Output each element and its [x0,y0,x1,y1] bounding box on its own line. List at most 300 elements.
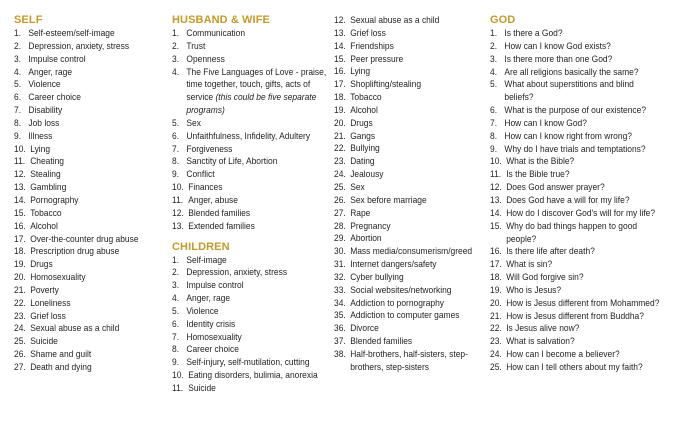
item-text: What is salvation? [506,335,575,347]
list-item [334,78,469,91]
item-number: 15. [334,52,346,64]
item-number: 32. [334,270,346,282]
list-item [334,104,469,117]
item-number: 37. [334,335,346,347]
list-item [14,245,149,258]
item-number: 33. [334,283,346,295]
list-item [334,207,469,220]
item-number: 9. [172,168,180,180]
item-text: How can I know right from wrong? [504,129,632,141]
list-item [334,53,469,66]
item-text: Jealousy [350,168,384,180]
item-text: Job loss [28,116,60,128]
item-number: 13. [334,26,346,38]
item-text: Unfaithfulness, Infidelity, Adultery [186,129,311,141]
list-item [490,361,657,374]
list-item [14,143,149,156]
list-item [490,258,657,271]
list-item [334,284,469,297]
item-text: Impulse control [28,52,86,64]
item-text: Is there life after death? [506,245,595,257]
list-item [14,91,149,104]
list-item [334,322,469,335]
item-text: Extended families [188,219,255,231]
item-number: 22. [14,296,26,308]
list-item [490,66,657,79]
item-number: 3. [172,279,180,291]
item-text: Is there a God? [504,27,563,38]
list-item [334,155,469,168]
list-item [490,104,657,117]
item-number: 14. [490,206,502,218]
item-text: Shoplifting/stealing [350,78,422,90]
list-item [14,117,149,130]
list-item [172,130,318,143]
list-item [14,233,149,246]
item-number: 27. [14,360,26,372]
list-item [14,194,149,207]
item-text: Alcohol [350,103,378,115]
item-text: Does God answer prayer? [506,181,605,193]
list-item [14,335,149,348]
item-text: Is Jesus alive now? [506,322,580,334]
item-number: 13. [490,193,502,205]
list-item [14,53,149,66]
item-number: 8. [490,129,498,141]
item-text: What is the Bible? [506,155,575,167]
list-item [172,331,318,344]
item-number: 5. [172,304,180,316]
item-number: 25. [334,180,346,192]
item-number: 17. [490,258,502,270]
item-text: How can I tell others about my faith? [506,360,643,372]
item-text: Loneliness [30,296,71,308]
list-item [334,181,469,194]
item-text: How can I know God? [504,116,587,128]
item-text: Suicide [30,335,58,347]
item-text: Sex [186,116,201,128]
item-number: 12. [490,181,502,193]
item-text: Sexual abuse as a child [350,14,440,25]
item-text: Lying [350,65,371,77]
section-heading-god: GOD [490,14,516,26]
list-item [14,155,149,168]
item-text: Death and dying [30,360,92,372]
item-text: What is the purpose of our existence? [504,104,647,116]
item-text: Finances [188,181,223,193]
item-number: 27. [334,206,346,218]
item-number: 11. [490,168,502,180]
list-item [334,271,469,284]
list-item [14,78,149,91]
list-item [334,245,473,258]
list-item [172,143,318,156]
list-item [334,65,469,78]
item-text: Is there more than one God? [504,52,613,64]
item-number: 20. [490,296,502,308]
item-text: Addiction to pornography [350,296,445,308]
item-text: Poverty [30,283,59,295]
item-text: Pregnancy [350,219,391,231]
item-text: How can I become a believer? [506,348,620,360]
item-text: Anger, abuse [188,193,238,205]
list-item [490,143,657,156]
topic-list [172,254,334,395]
item-text: Forgiveness [186,142,233,154]
item-text: Prescription drug abuse [30,245,120,257]
item-number: 11. [172,381,184,393]
item-number: 13. [14,181,26,193]
item-text: Peer pressure [350,52,404,64]
item-number: 14. [14,193,26,205]
item-text: Violence [28,78,61,90]
section-heading-self: SELF [14,14,43,26]
list-item [172,207,318,220]
list-item [14,258,149,271]
list-item [490,322,657,335]
item-number: 16. [334,65,346,77]
item-number: 3. [14,52,22,64]
list-item [14,168,149,181]
item-number: 9. [490,142,498,154]
item-text: Over-the-counter drug abuse [30,232,139,244]
list-item [334,194,469,207]
item-text: Friendships [350,39,394,51]
list-item [172,266,318,279]
item-number: 23. [490,335,502,347]
list-item [14,297,149,310]
list-item [172,40,318,53]
list-item [172,155,318,168]
item-number: 21. [14,283,26,295]
item-number: 12. [14,168,26,180]
item-text: Social websites/networking [350,283,452,295]
item-number: 30. [334,245,346,257]
item-text: How do I discover God's will for my life? [506,206,656,218]
item-text: Will God forgive sin? [506,271,584,283]
list-item [172,343,318,356]
list-item [14,271,149,284]
list-item [172,279,318,292]
item-number: 5. [172,116,180,128]
topic-list [490,27,676,374]
item-text: Blended families [350,335,413,347]
list-item [490,181,657,194]
item-text: Self-injury, self-mutilation, cutting [186,356,310,368]
list-item [14,348,149,361]
list-item [490,117,657,130]
item-number: 36. [334,322,346,334]
item-number: 10. [172,181,184,193]
list-item [334,348,485,374]
item-text: Cheating [30,155,64,167]
item-text: Eating disorders, bulimia, anorexia [188,369,318,381]
item-number: 10. [14,142,26,154]
item-number: 9. [14,129,22,141]
item-number: 25. [490,360,502,372]
list-item [334,232,469,245]
item-text: Disability [28,104,63,116]
item-text: Impulse control [186,279,244,291]
item-number: 17. [334,78,346,90]
item-text: Bullying [350,142,380,154]
item-text: Sex [350,180,365,192]
item-number: 35. [334,309,346,321]
item-text: Alcohol [30,219,58,231]
list-item [490,168,657,181]
list-item [172,27,318,40]
list-item [14,27,149,40]
item-number: 1. [14,27,22,38]
list-item [490,194,657,207]
item-text: Does God have a will for my life? [506,193,630,205]
item-number: 14. [334,39,346,51]
item-text: Addiction to computer games [350,309,460,321]
item-number: 8. [172,343,180,355]
item-text: Sexual abuse as a child [30,322,120,334]
topic-list [14,27,164,374]
item-number: 2. [14,39,22,51]
item-number: 23. [14,309,26,321]
item-text: How is Jesus different from Mohammed? [506,296,660,308]
column-husband-wife-children [172,14,334,395]
list-item [172,292,318,305]
item-number: 11. [14,155,26,167]
item-number: 7. [14,104,22,116]
item-number: 16. [490,245,502,257]
item-number: 19. [14,258,26,270]
item-text: Pornography [30,193,79,205]
list-item [14,104,149,117]
item-number: 6. [14,91,22,103]
list-item [172,318,318,331]
list-item [334,91,469,104]
list-item [172,168,318,181]
item-number: 2. [490,39,498,51]
list-item [490,40,657,53]
item-number: 12. [172,206,184,218]
item-text: Anger, rage [28,65,73,77]
item-number: 1. [172,27,180,38]
item-text: Mass media/consumerism/greed [350,245,473,257]
item-number: 21. [490,309,502,321]
item-number: 1. [172,253,180,265]
item-number: 11. [172,193,184,205]
list-item [14,207,149,220]
item-text: Openness [186,52,225,64]
item-text: Shame and guilt [30,348,92,360]
topic-list [172,27,334,233]
item-text: Illness [28,129,53,141]
item-number: 4. [490,65,498,77]
list-item [172,356,318,369]
item-number: 5. [490,78,498,90]
list-item [14,181,149,194]
item-number: 25. [14,335,26,347]
list-item [334,130,469,143]
list-item [334,258,469,271]
list-item [172,220,318,233]
item-text: Dating [350,155,375,167]
list-item [490,271,657,284]
item-number: 19. [490,283,502,295]
list-item [334,220,469,233]
item-number: 6. [172,317,180,329]
item-text: Lying [30,142,51,154]
item-number: 26. [334,193,346,205]
list-item [14,310,149,323]
item-number: 22. [490,322,502,334]
item-number: 4. [14,65,22,77]
item-number: 12. [334,14,346,25]
item-text: Depression, anxiety, stress [186,266,288,278]
list-item [172,382,318,395]
item-text: Blended families [188,206,251,218]
item-text: Why do bad things happen to good people? [506,219,638,244]
item-text: Trust [186,39,206,51]
list-item [490,27,657,40]
list-item [14,40,149,53]
item-text: Tobacco [350,91,382,103]
item-text: What about superstitions and blind beliefs? [504,78,634,103]
item-number: 13. [172,219,184,231]
item-number: 24. [14,322,26,334]
item-text: Communication [186,27,246,38]
item-number: 3. [490,52,498,64]
item-number: 8. [172,155,180,167]
list-item [490,297,666,310]
item-number: 38. [334,347,346,359]
item-number: 34. [334,296,346,308]
item-number: 15. [490,219,502,231]
item-number: 1. [490,27,498,38]
list-item [334,309,469,322]
list-item [172,305,318,318]
item-number: 21. [334,129,346,141]
list-item [334,168,469,181]
item-text: Self-esteem/self-image [28,27,115,38]
topic-list [334,14,484,374]
list-item [334,335,469,348]
list-item [14,322,149,335]
item-number: 6. [172,129,180,141]
list-item [172,369,318,382]
list-item [490,78,665,104]
list-item [490,220,666,246]
list-item [14,130,149,143]
item-text: Career choice [186,343,239,355]
item-number: 3. [172,52,180,64]
list-item [334,27,469,40]
item-text: Abortion [350,232,382,244]
item-text: The Five Languages of Love - praise, time together, touch, gifts, acts of service [186,65,327,103]
item-text: Stealing [30,168,61,180]
item-number: 18. [14,245,26,257]
item-text: Grief loss [350,26,386,38]
item-number: 8. [14,116,22,128]
list-item [490,207,666,220]
list-item [14,220,149,233]
item-number: 7. [172,142,180,154]
column-children-continued [334,14,484,374]
item-number: 10. [172,369,184,381]
item-number: 7. [172,330,180,342]
section-heading-children: CHILDREN [172,240,230,253]
item-text: Grief loss [30,309,66,321]
item-text: Rape [350,206,371,218]
item-number: 4. [172,292,180,304]
item-number: 5. [14,78,22,90]
list-item [172,53,318,66]
item-text: Tobacco [30,206,62,218]
list-item [172,194,318,207]
item-text: Identity crisis [186,317,236,329]
column-god [490,14,676,374]
item-text: Sanctity of Life, Abortion [186,155,278,167]
item-number: 7. [490,116,498,128]
item-number: 6. [490,104,498,116]
item-note: (this could be five separate programs) [186,91,317,116]
item-text: Who is Jesus? [506,283,562,295]
item-number: 31. [334,258,346,270]
item-text: Sex before marriage [350,193,427,205]
item-number: 24. [490,348,502,360]
list-item [334,142,469,155]
list-item [172,117,318,130]
item-number: 26. [14,348,26,360]
list-item [334,297,469,310]
list-item [172,181,318,194]
item-number: 18. [490,271,502,283]
item-text: Divorce [350,322,379,334]
item-number: 17. [14,232,26,244]
list-item [172,254,318,267]
item-text: Drugs [350,116,373,128]
item-text: Gambling [30,181,67,193]
item-number: 4. [172,65,180,77]
item-text: How can I know God exists? [504,39,611,51]
list-item [14,361,149,374]
item-text: Self-image [186,253,227,265]
item-text: Internet dangers/safety [350,258,437,270]
list-item [490,284,657,297]
item-text: Gangs [350,129,376,141]
list-item [490,53,657,66]
item-number: 20. [334,116,346,128]
item-text: What is sin? [506,258,553,270]
item-number: 2. [172,266,180,278]
list-item [490,245,657,258]
list-item [172,66,338,117]
item-number: 16. [14,219,26,231]
list-item [490,348,657,361]
item-text: Why do I have trials and temptations? [504,142,646,154]
item-number: 9. [172,356,180,368]
section-heading-husband-wife: HUSBAND & WIFE [172,14,270,26]
list-item [14,284,149,297]
list-item [490,130,657,143]
item-text: How is Jesus different from Buddha? [506,309,644,321]
item-text: Are all religions basically the same? [504,65,639,77]
list-item [334,40,469,53]
list-item [490,335,657,348]
item-number: 19. [334,103,346,115]
item-text: Half-brothers, half-sisters, step-brothers, step-sisters [350,347,468,372]
list-item [490,155,657,168]
item-number: 10. [490,155,502,167]
item-text: Homosexuality [186,330,242,342]
item-number: 18. [334,91,346,103]
